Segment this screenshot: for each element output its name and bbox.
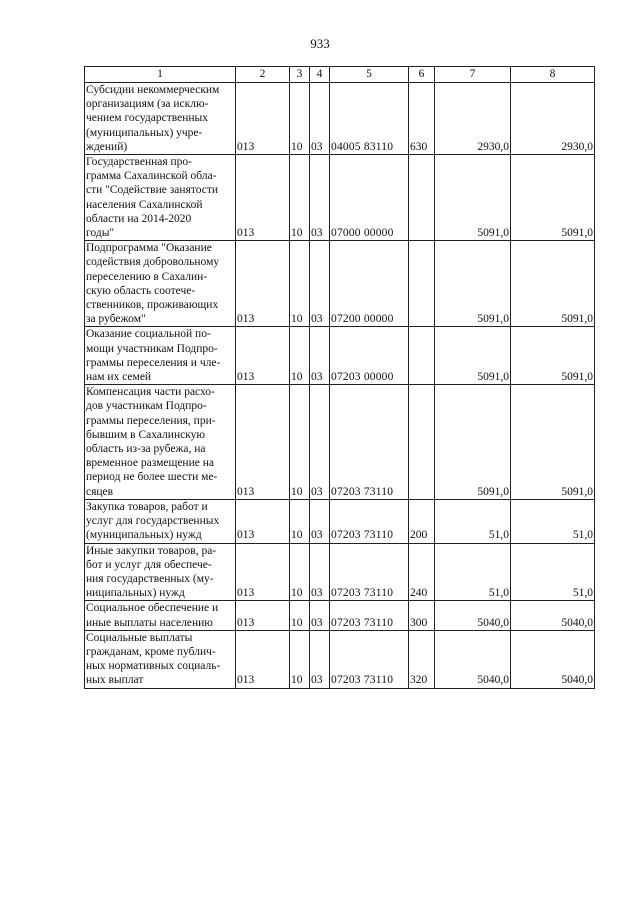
cell-section: 10	[290, 385, 310, 500]
row-name: Иные закупки товаров, ра- бот и услуг для обеспече- ния государственных (му- ниципальных) нужд	[85, 543, 236, 601]
cell-subsection: 03	[310, 543, 330, 601]
cell-amount-8: 5091,0	[511, 241, 595, 327]
cell-section: 10	[290, 83, 310, 155]
table-body	[85, 83, 595, 689]
column-header: 1	[85, 67, 236, 83]
budget-table	[84, 66, 595, 689]
cell-subsection: 03	[310, 327, 330, 385]
header-row	[85, 67, 595, 83]
cell-amount-7: 5040,0	[435, 601, 511, 630]
table-row	[85, 155, 595, 241]
cell-ministry: 013	[236, 155, 290, 241]
cell-amount-8: 2930,0	[511, 83, 595, 155]
cell-target-article: 07203 73110	[330, 499, 409, 543]
column-header: 3	[290, 67, 310, 83]
cell-ministry: 013	[236, 83, 290, 155]
cell-target-article: 07000 00000	[330, 155, 409, 241]
cell-ministry: 013	[236, 601, 290, 630]
column-header: 8	[511, 67, 595, 83]
cell-ministry: 013	[236, 327, 290, 385]
cell-expense-type	[409, 241, 435, 327]
row-name: Социальное обеспечение и иные выплаты населению	[85, 601, 236, 630]
table-row	[85, 601, 595, 630]
cell-amount-8: 5040,0	[511, 601, 595, 630]
cell-section: 10	[290, 499, 310, 543]
row-name: Оказание социальной по- мощи участникам Подпро- граммы переселения и чле- нам их семей	[85, 327, 236, 385]
cell-amount-7: 5091,0	[435, 155, 511, 241]
cell-target-article: 07203 00000	[330, 327, 409, 385]
row-name: Компенсация части расхо- дов участникам Подпро- граммы переселения, при- бывшим в Сахалинскую область из-за рубежа, на временное размещение на период не более шести ме- сяцев	[85, 385, 236, 500]
cell-subsection: 03	[310, 499, 330, 543]
cell-section: 10	[290, 601, 310, 630]
cell-amount-7: 51,0	[435, 543, 511, 601]
cell-ministry: 013	[236, 385, 290, 500]
row-name: Социальные выплаты гражданам, кроме публич- ных нормативных социаль- ных выплат	[85, 630, 236, 688]
cell-ministry: 013	[236, 543, 290, 601]
table-row	[85, 385, 595, 500]
row-name: Подпрограмма "Оказание содействия добровольному переселению в Сахалин- скую область соотече- ственников, проживающих за рубежом"	[85, 241, 236, 327]
cell-amount-8: 51,0	[511, 543, 595, 601]
cell-expense-type: 240	[409, 543, 435, 601]
cell-target-article: 07203 73110	[330, 385, 409, 500]
cell-amount-8: 5091,0	[511, 155, 595, 241]
cell-subsection: 03	[310, 385, 330, 500]
cell-expense-type: 630	[409, 83, 435, 155]
page-number: 933	[310, 36, 330, 51]
cell-amount-7: 5091,0	[435, 327, 511, 385]
cell-target-article: 07203 73110	[330, 630, 409, 688]
column-header: 4	[310, 67, 330, 83]
cell-expense-type: 300	[409, 601, 435, 630]
cell-amount-7: 51,0	[435, 499, 511, 543]
table-row	[85, 543, 595, 601]
cell-ministry: 013	[236, 630, 290, 688]
cell-subsection: 03	[310, 241, 330, 327]
cell-amount-7: 5040,0	[435, 630, 511, 688]
cell-subsection: 03	[310, 155, 330, 241]
cell-ministry: 013	[236, 499, 290, 543]
table-row	[85, 327, 595, 385]
column-header: 2	[236, 67, 290, 83]
cell-expense-type	[409, 327, 435, 385]
row-name: Государственная про- грамма Сахалинской обла- сти "Содействие занятости населения Сахалинской области на 2014-2020 годы"	[85, 155, 236, 241]
table-row	[85, 241, 595, 327]
cell-subsection: 03	[310, 83, 330, 155]
cell-amount-7: 2930,0	[435, 83, 511, 155]
cell-section: 10	[290, 327, 310, 385]
cell-section: 10	[290, 241, 310, 327]
column-header: 7	[435, 67, 511, 83]
cell-target-article: 07203 73110	[330, 601, 409, 630]
table-row	[85, 499, 595, 543]
cell-amount-7: 5091,0	[435, 241, 511, 327]
cell-amount-8: 5040,0	[511, 630, 595, 688]
table-row	[85, 83, 595, 155]
cell-target-article: 04005 83110	[330, 83, 409, 155]
row-name: Субсидии некоммерческим организациям (за исклю- чением государственных (муниципальных) учре- ждений)	[85, 83, 236, 155]
cell-amount-8: 5091,0	[511, 327, 595, 385]
cell-expense-type	[409, 155, 435, 241]
column-header: 6	[409, 67, 435, 83]
cell-subsection: 03	[310, 601, 330, 630]
cell-target-article: 07203 73110	[330, 543, 409, 601]
cell-section: 10	[290, 630, 310, 688]
cell-amount-8: 51,0	[511, 499, 595, 543]
cell-amount-7: 5091,0	[435, 385, 511, 500]
cell-expense-type	[409, 385, 435, 500]
cell-target-article: 07200 00000	[330, 241, 409, 327]
table-row	[85, 630, 595, 688]
cell-amount-8: 5091,0	[511, 385, 595, 500]
cell-subsection: 03	[310, 630, 330, 688]
cell-section: 10	[290, 543, 310, 601]
cell-expense-type: 320	[409, 630, 435, 688]
column-header: 5	[330, 67, 409, 83]
cell-ministry: 013	[236, 241, 290, 327]
row-name: Закупка товаров, работ и услуг для государственных (муниципальных) нужд	[85, 499, 236, 543]
cell-section: 10	[290, 155, 310, 241]
cell-expense-type: 200	[409, 499, 435, 543]
